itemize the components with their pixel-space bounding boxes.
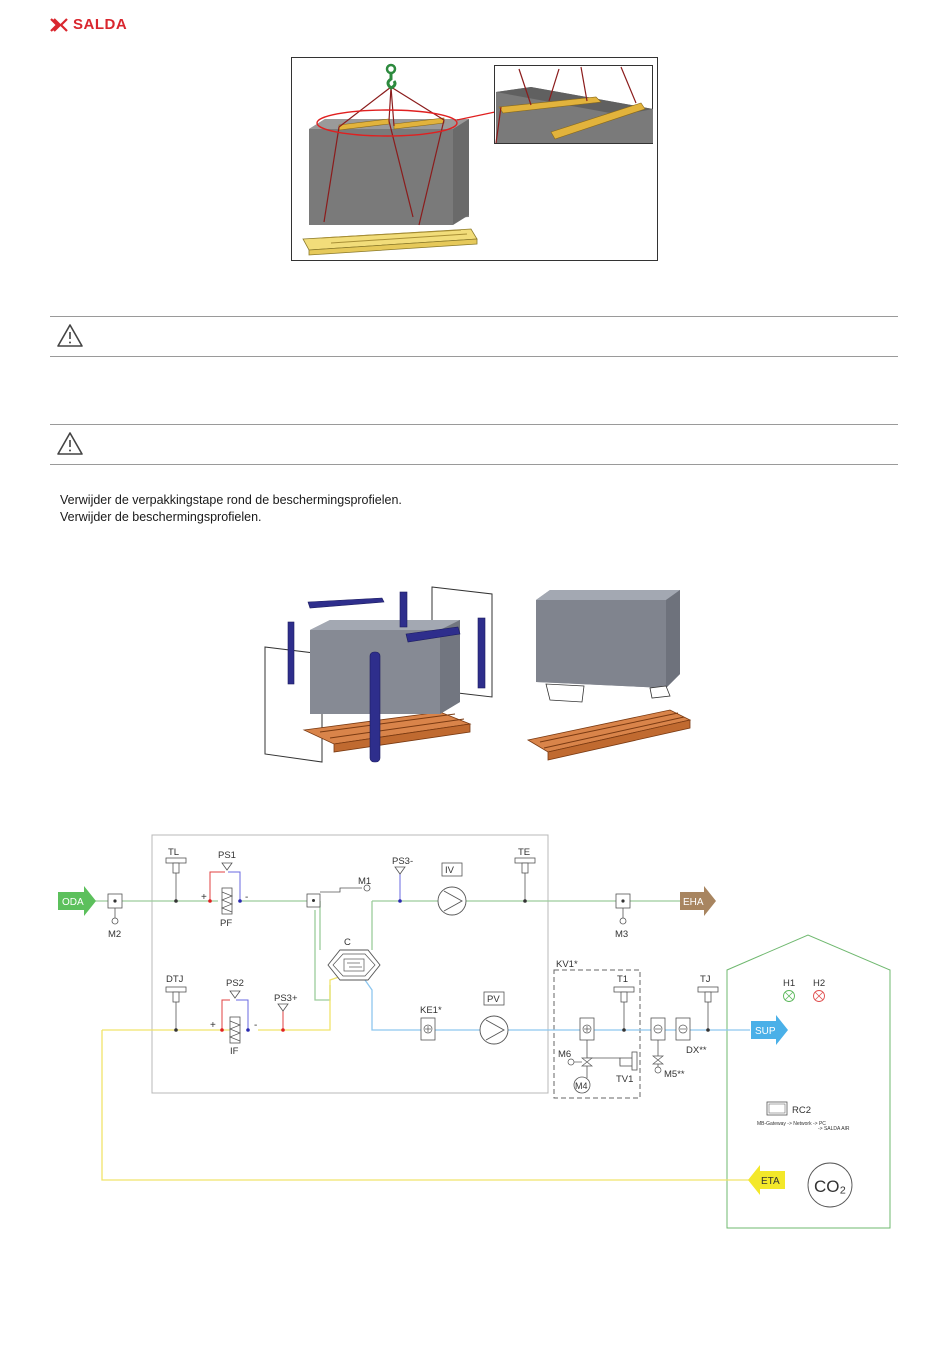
brand-name: SALDA bbox=[73, 16, 128, 33]
m6-label: M6 bbox=[558, 1049, 572, 1060]
unpacking-illustration bbox=[260, 582, 695, 767]
co2-label: CO₂ bbox=[814, 1177, 847, 1196]
dx-label: DX** bbox=[686, 1045, 707, 1056]
ke1-label: KE1* bbox=[420, 1005, 442, 1016]
ventilation-schematic bbox=[0, 830, 950, 1230]
sensor-t1 bbox=[614, 974, 634, 1032]
instruction-line-2: Verwijder de beschermingsprofielen. bbox=[60, 510, 262, 524]
sup-label: SUP bbox=[755, 1026, 776, 1037]
te-label: TE bbox=[518, 847, 531, 858]
h1-label: H1 bbox=[783, 978, 796, 989]
warning-bar-1 bbox=[50, 316, 898, 357]
filter-pf bbox=[201, 850, 248, 929]
bypass-damper-m1 bbox=[307, 876, 371, 907]
network-line-1: MB-Gateway -> Network -> PC bbox=[757, 1121, 826, 1127]
co2-sensor bbox=[808, 1163, 852, 1207]
supply-fan-pv bbox=[480, 992, 508, 1044]
eta-label: ETA bbox=[761, 1176, 780, 1187]
sensor-tl bbox=[166, 847, 186, 903]
kv1-label: KV1* bbox=[556, 959, 578, 970]
salda-logo bbox=[50, 16, 127, 33]
sup-port bbox=[751, 1015, 788, 1045]
pressure-switch-ps3-plus bbox=[274, 993, 298, 1032]
sensor-dtj bbox=[166, 974, 186, 1032]
sensor-te bbox=[515, 847, 535, 903]
lifting-illustration bbox=[291, 57, 659, 262]
damper-m3 bbox=[615, 894, 630, 940]
pf-label: PF bbox=[220, 918, 233, 929]
m4-label: M4 bbox=[575, 1081, 588, 1091]
ps2-label: PS2 bbox=[226, 978, 244, 989]
dtj-label: DTJ bbox=[166, 974, 184, 985]
h2-label: H2 bbox=[813, 978, 826, 989]
oda-port bbox=[58, 886, 96, 916]
t1-label: T1 bbox=[617, 974, 629, 985]
pv-label: PV bbox=[487, 994, 500, 1005]
extract-fan-iv bbox=[438, 863, 466, 915]
instruction-line-1: Verwijder de verpakkingstape rond de beschermingsprofielen. bbox=[60, 493, 402, 507]
plus-sign-if: + bbox=[210, 1020, 216, 1031]
ps3-minus-label: PS3- bbox=[392, 856, 414, 867]
eta-port bbox=[748, 1165, 785, 1195]
indicator-h2 bbox=[813, 978, 825, 1002]
cooler-dx bbox=[651, 1018, 707, 1080]
warning-triangle-icon bbox=[56, 323, 84, 348]
indicator-h1 bbox=[783, 978, 795, 1002]
tv1-label: TV1 bbox=[616, 1074, 634, 1085]
if-label: IF bbox=[230, 1046, 239, 1057]
c-label: C bbox=[344, 937, 351, 948]
sensor-tj bbox=[698, 974, 718, 1032]
eha-label: EHA bbox=[683, 897, 704, 908]
electric-heater-ke1 bbox=[420, 1005, 442, 1040]
unpacking-instructions bbox=[60, 492, 402, 526]
m5-label: M5** bbox=[664, 1069, 685, 1080]
m3-label: M3 bbox=[615, 929, 629, 940]
warning-bar-2 bbox=[50, 424, 898, 465]
minus-sign-if: - bbox=[254, 1020, 258, 1031]
ps1-label: PS1 bbox=[218, 850, 236, 861]
tj-label: TJ bbox=[700, 974, 711, 985]
pressure-switch-ps3-minus bbox=[392, 856, 413, 903]
oda-label: ODA bbox=[62, 897, 84, 908]
damper-m2 bbox=[108, 894, 122, 940]
eha-port bbox=[680, 886, 716, 916]
m1-label: M1 bbox=[358, 876, 372, 887]
unit-without-profiles bbox=[528, 590, 690, 767]
plus-sign-pf: + bbox=[201, 892, 207, 903]
tl-label: TL bbox=[168, 847, 180, 858]
minus-sign-pf: - bbox=[245, 892, 249, 903]
unit-with-profiles bbox=[265, 587, 492, 762]
salda-logo-icon bbox=[50, 18, 68, 32]
warning-triangle-icon bbox=[56, 431, 84, 456]
controller-rc2 bbox=[757, 1102, 850, 1132]
rc2-label: RC2 bbox=[792, 1105, 812, 1116]
network-line-2: -> SALDA AIR bbox=[818, 1126, 850, 1132]
ps3-plus-label: PS3+ bbox=[274, 993, 298, 1004]
m2-label: M2 bbox=[108, 929, 122, 940]
detail-inset bbox=[495, 66, 654, 144]
filter-if bbox=[210, 978, 257, 1057]
iv-label: IV bbox=[445, 865, 454, 876]
